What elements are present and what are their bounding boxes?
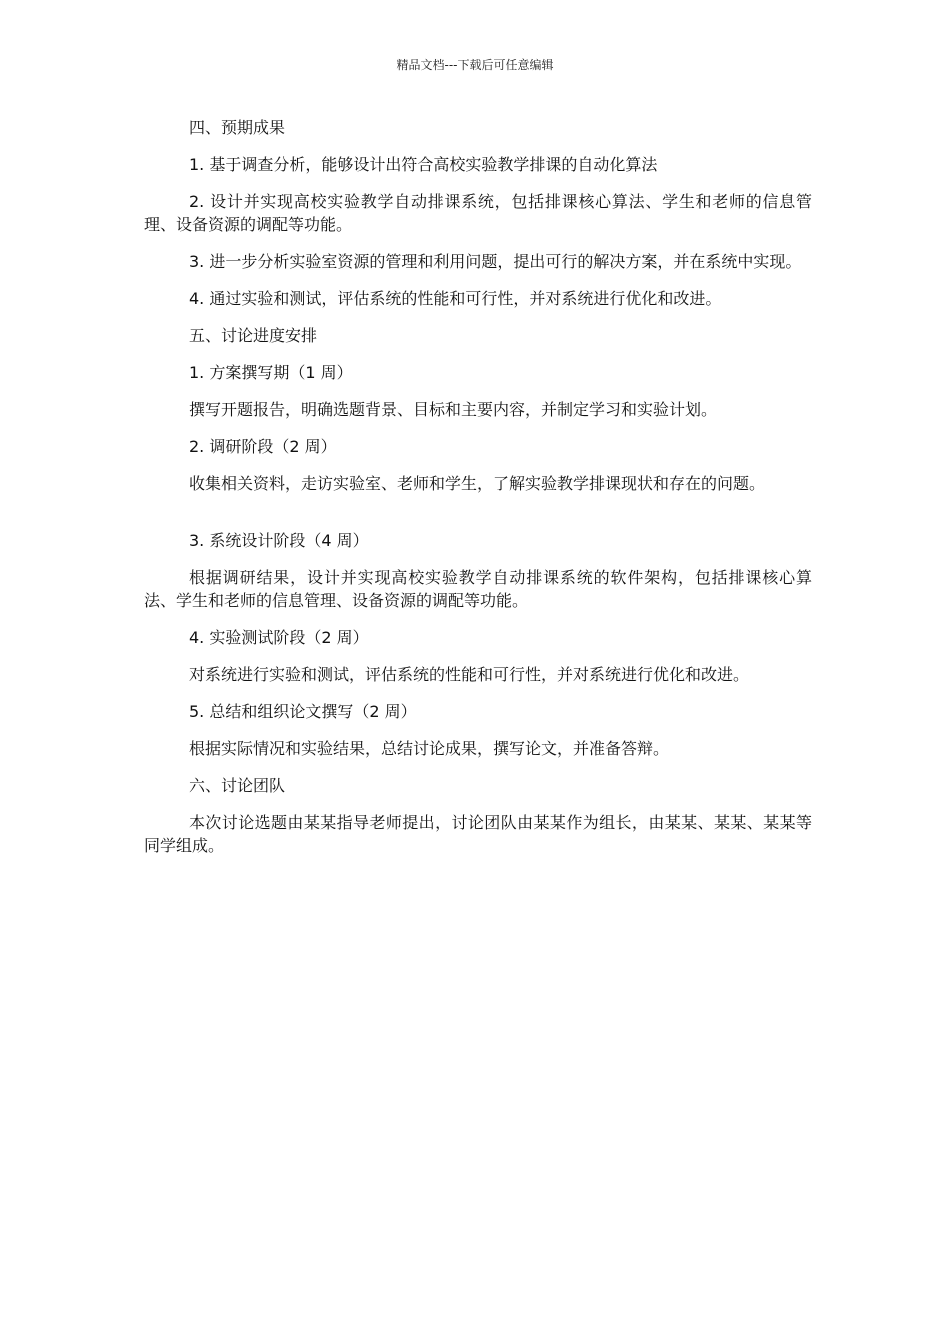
section-heading-team: 六、讨论团队 [189, 776, 286, 795]
section-heading-expected-results: 四、预期成果 [189, 118, 286, 137]
result-item-4: 4. 通过实验和测试，评估系统的性能和可行性，并对系统进行优化和改进。 [189, 289, 722, 308]
result-item-3: 3. 进一步分析实验室资源的管理和利用问题，提出可行的解决方案，并在系统中实现。 [189, 252, 802, 271]
schedule-phase-2-title: 2. 调研阶段（2 周） [189, 437, 337, 456]
section-heading-schedule: 五、讨论进度安排 [189, 326, 318, 345]
page-header: 精品文档---下载后可任意编辑 [396, 58, 554, 72]
schedule-phase-5-title: 5. 总结和组织论文撰写（2 周） [189, 702, 417, 721]
schedule-phase-3-title: 3. 系统设计阶段（4 周） [189, 531, 369, 550]
team-description: 本次讨论选题由某某指导老师提出，讨论团队由某某作为组长，由某某、某某、某某等同学组成。 [144, 813, 812, 855]
schedule-phase-1-title: 1. 方案撰写期（1 周） [189, 363, 353, 382]
result-item-2: 2. 设计并实现高校实验教学自动排课系统，包括排课核心算法、学生和老师的信息管理、设备资源的调配等功能。 [144, 192, 812, 234]
document-body [144, 116, 812, 857]
schedule-phase-4-desc: 对系统进行实验和测试，评估系统的性能和可行性，并对系统进行优化和改进。 [189, 665, 750, 684]
schedule-phase-4-title: 4. 实验测试阶段（2 周） [189, 628, 369, 647]
schedule-phase-1-desc: 撰写开题报告，明确选题背景、目标和主要内容，并制定学习和实验计划。 [189, 400, 718, 419]
result-item-1: 1. 基于调查分析，能够设计出符合高校实验教学排课的自动化算法 [189, 155, 658, 174]
schedule-phase-5-desc: 根据实际情况和实验结果，总结讨论成果，撰写论文，并准备答辩。 [189, 739, 670, 758]
schedule-phase-3-desc: 根据调研结果，设计并实现高校实验教学自动排课系统的软件架构，包括排课核心算法、学生和老师的信息管理、设备资源的调配等功能。 [144, 568, 812, 610]
schedule-phase-2-desc: 收集相关资料，走访实验室、老师和学生，了解实验教学排课现状和存在的问题。 [189, 474, 766, 493]
